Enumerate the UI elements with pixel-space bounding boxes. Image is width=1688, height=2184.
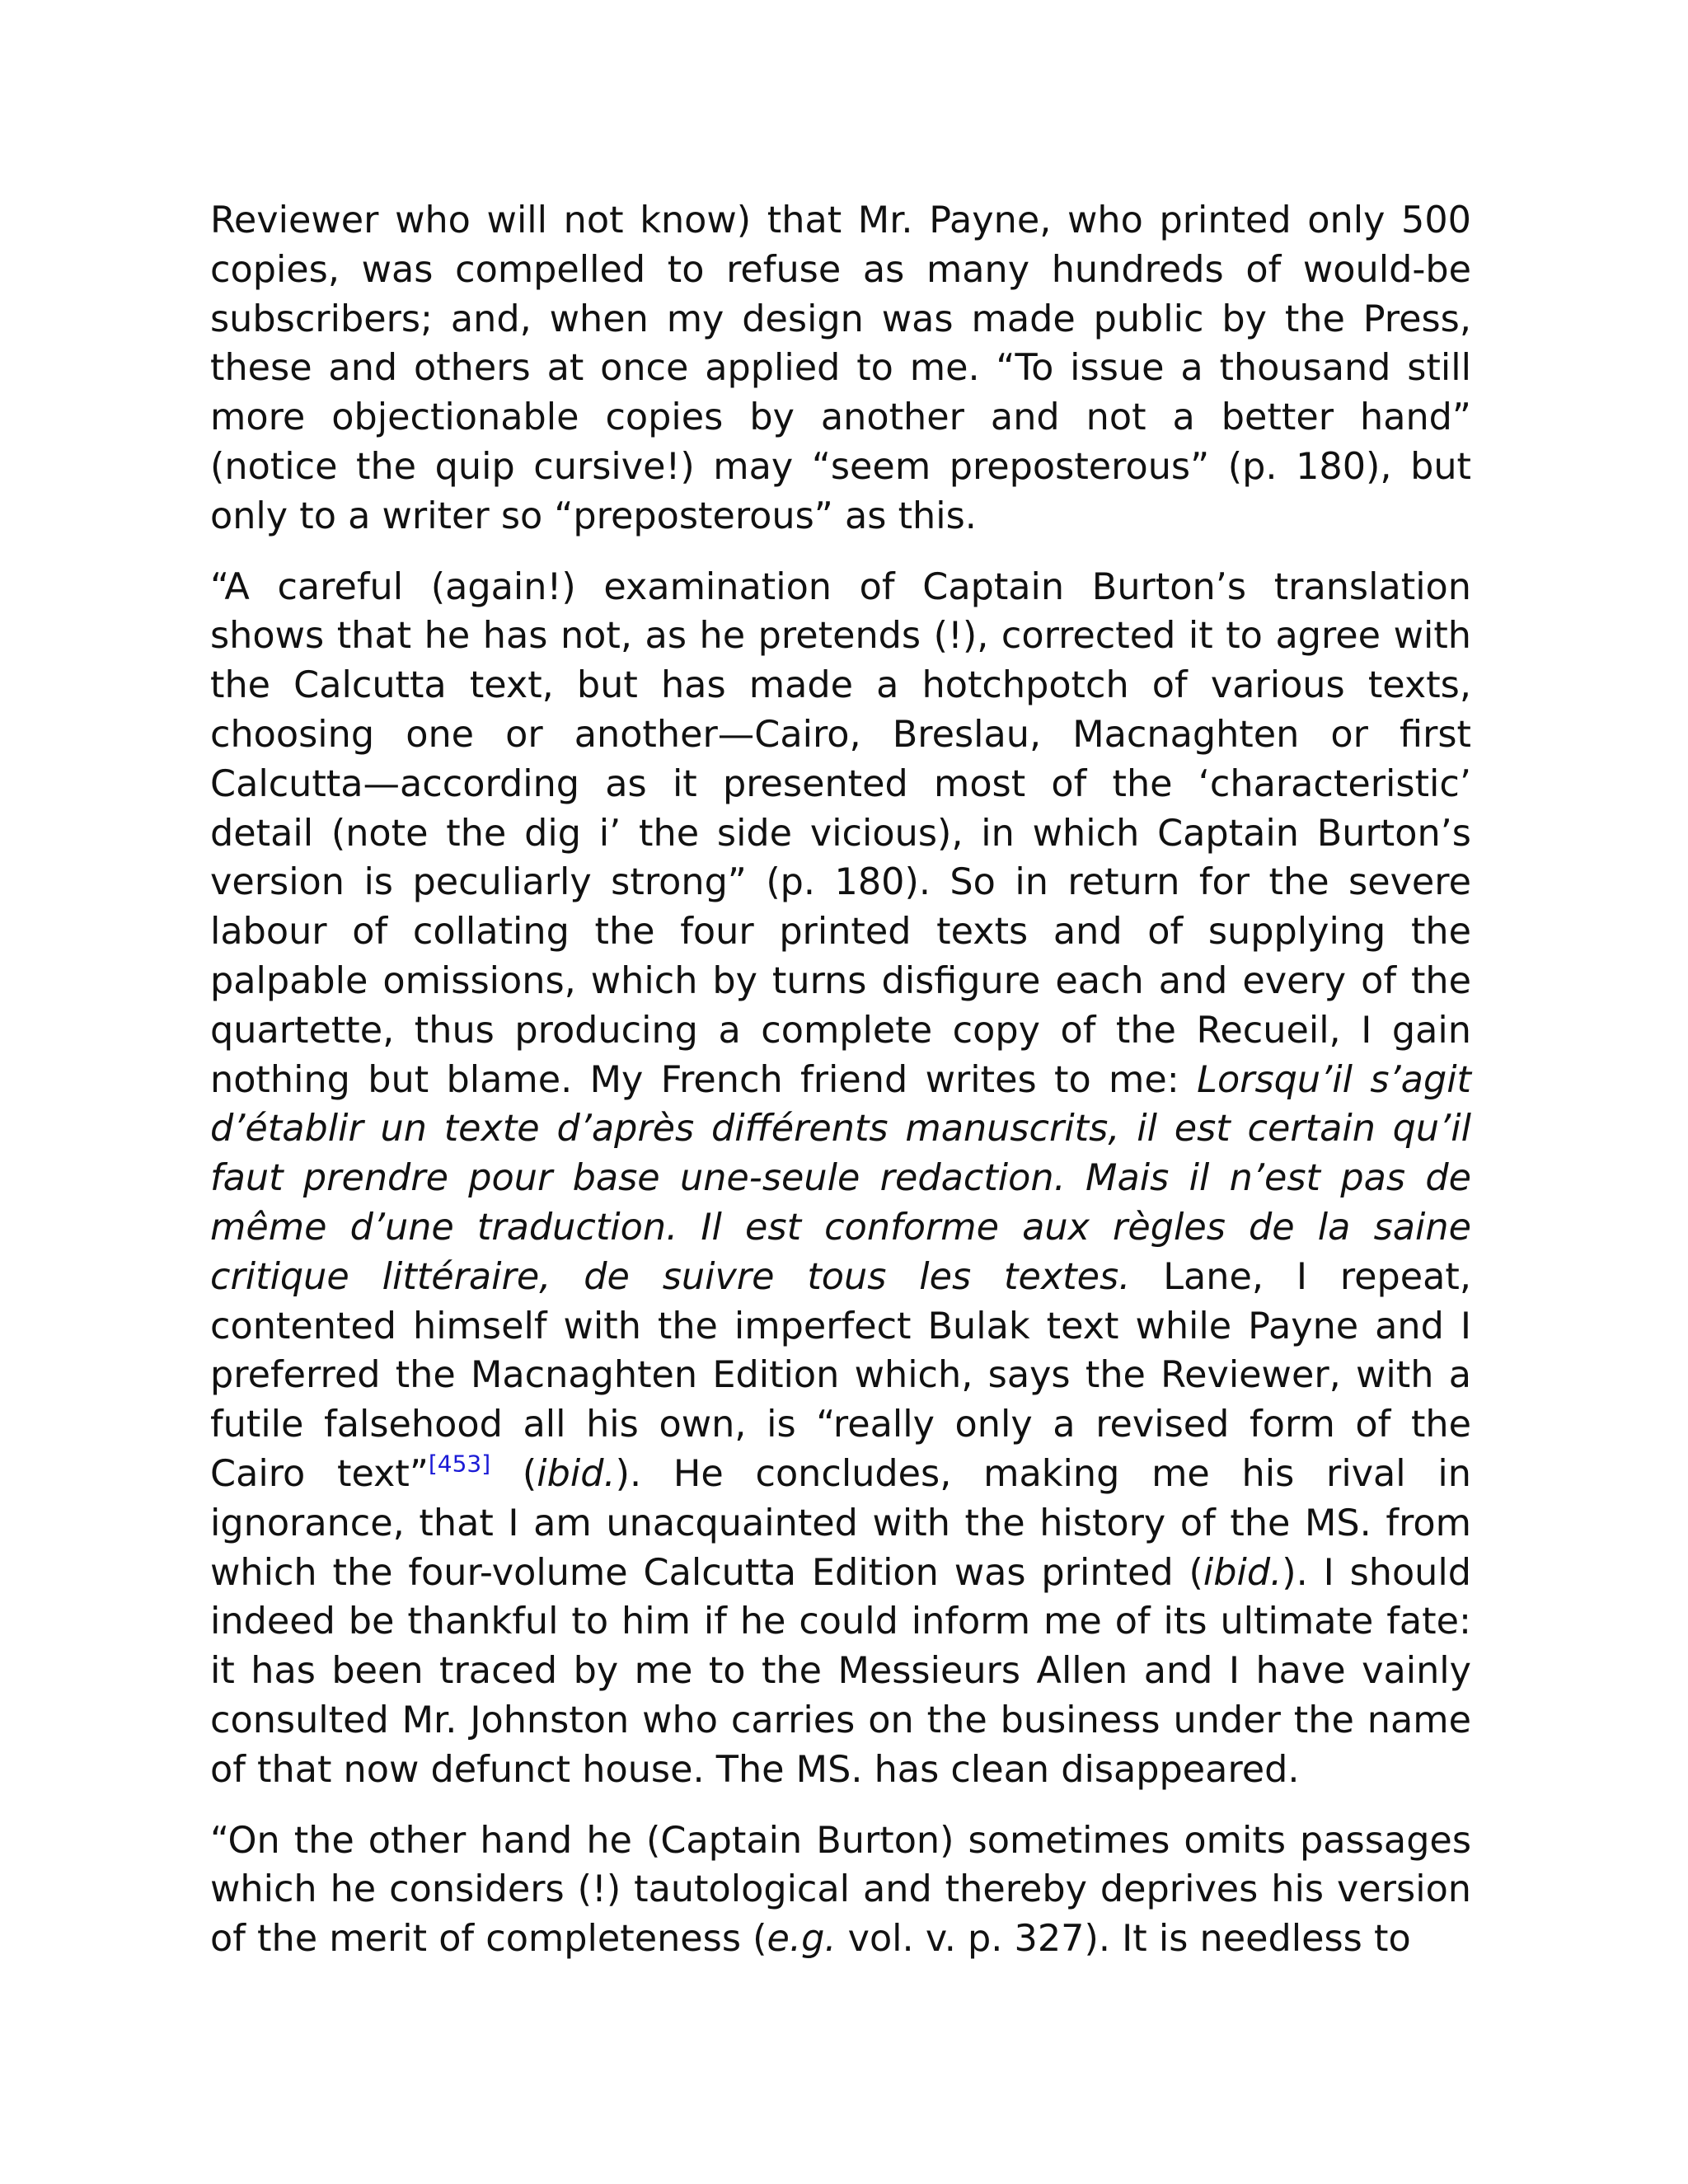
page-text (210, 196, 1471, 1964)
text-run: ). I should indeed be thankful to him if he could inform me of its ultimate fate: it has been traced by me to the Messieurs Allen and I have vainly consulted Mr. Johnston who carries on the business under the name of that now defunct house. The MS. has clean disappeared. (210, 1551, 1471, 1791)
text-run: ). He concludes, making me his rival in ignorance, that I am unacquainted with the history of the MS. from which the four-volume Calcutta Edition was printed ( (210, 1452, 1471, 1594)
paragraph (210, 563, 1471, 1795)
paragraph (210, 1816, 1471, 1964)
italic-quotation: Lorsqu’il s’agit d’établir un texte d’après différents manuscrits, il est certain qu’il faut prendre pour base une-seule redaction. Mais il n’est pas de même d’une traduction. Il est conforme aux règles de la saine critique littéraire, de suivre tous les textes. (210, 1058, 1472, 1298)
text-run: Reviewer who will not know) that Mr. Payne, who printed only 500 copies, was compelled to refuse as many hundreds of would-be subscribers; and, when my design was made public by the Press, these and others at once applied to me. “To issue a thousand still more objectionable copies by another and not a better hand” (notice the quip cursive!) may “seem preposterous” (p. 180), but only to a writer so “preposterous” as this. (210, 199, 1471, 537)
footnote-marker (429, 1451, 490, 1478)
text-run: “On the other hand he (Captain Burton) sometimes omits passages which he considers (!) tautological and thereby deprives his version of the merit of completeness ( (210, 1819, 1471, 1961)
text-run: ( (490, 1452, 537, 1495)
footnote-link[interactable]: [453] (428, 1450, 491, 1478)
italic-abbreviation: ibid. (1203, 1551, 1282, 1594)
italic-abbreviation: ibid. (537, 1452, 616, 1495)
text-run: vol. v. p. 327). It is needless to (836, 1918, 1411, 1961)
text-run: Lane, I repeat, contented himself with the imperfect Bulak text while Payne and I preferred the Macnaghten Edition which, says the Reviewer, with a futile falsehood all his own, is “really only a revised form of the Cairo text” (210, 1255, 1472, 1495)
paragraph (210, 196, 1471, 541)
italic-abbreviation: e.g. (767, 1918, 837, 1961)
text-run: “A careful (again!) examination of Captain Burton’s translation shows that he has not, as he pretends (!), corrected it to agree with the Calcutta text, but has made a hotchpotch of various texts, choosing one or another—Cairo, Breslau, Macnaghten or first Calcutta—according as it presented most of the ‘characteristic’ detail (note the dig i’ the side vicious), in which Captain Burton’s version is peculiarly strong” (p. 180). So in return for the severe labour of collating the four printed texts and of supplying the palpable omissions, which by turns disfigure each and every of the quartette, thus producing a complete copy of the Recueil, I gain nothing but blame. My French friend writes to me: (210, 565, 1471, 1101)
